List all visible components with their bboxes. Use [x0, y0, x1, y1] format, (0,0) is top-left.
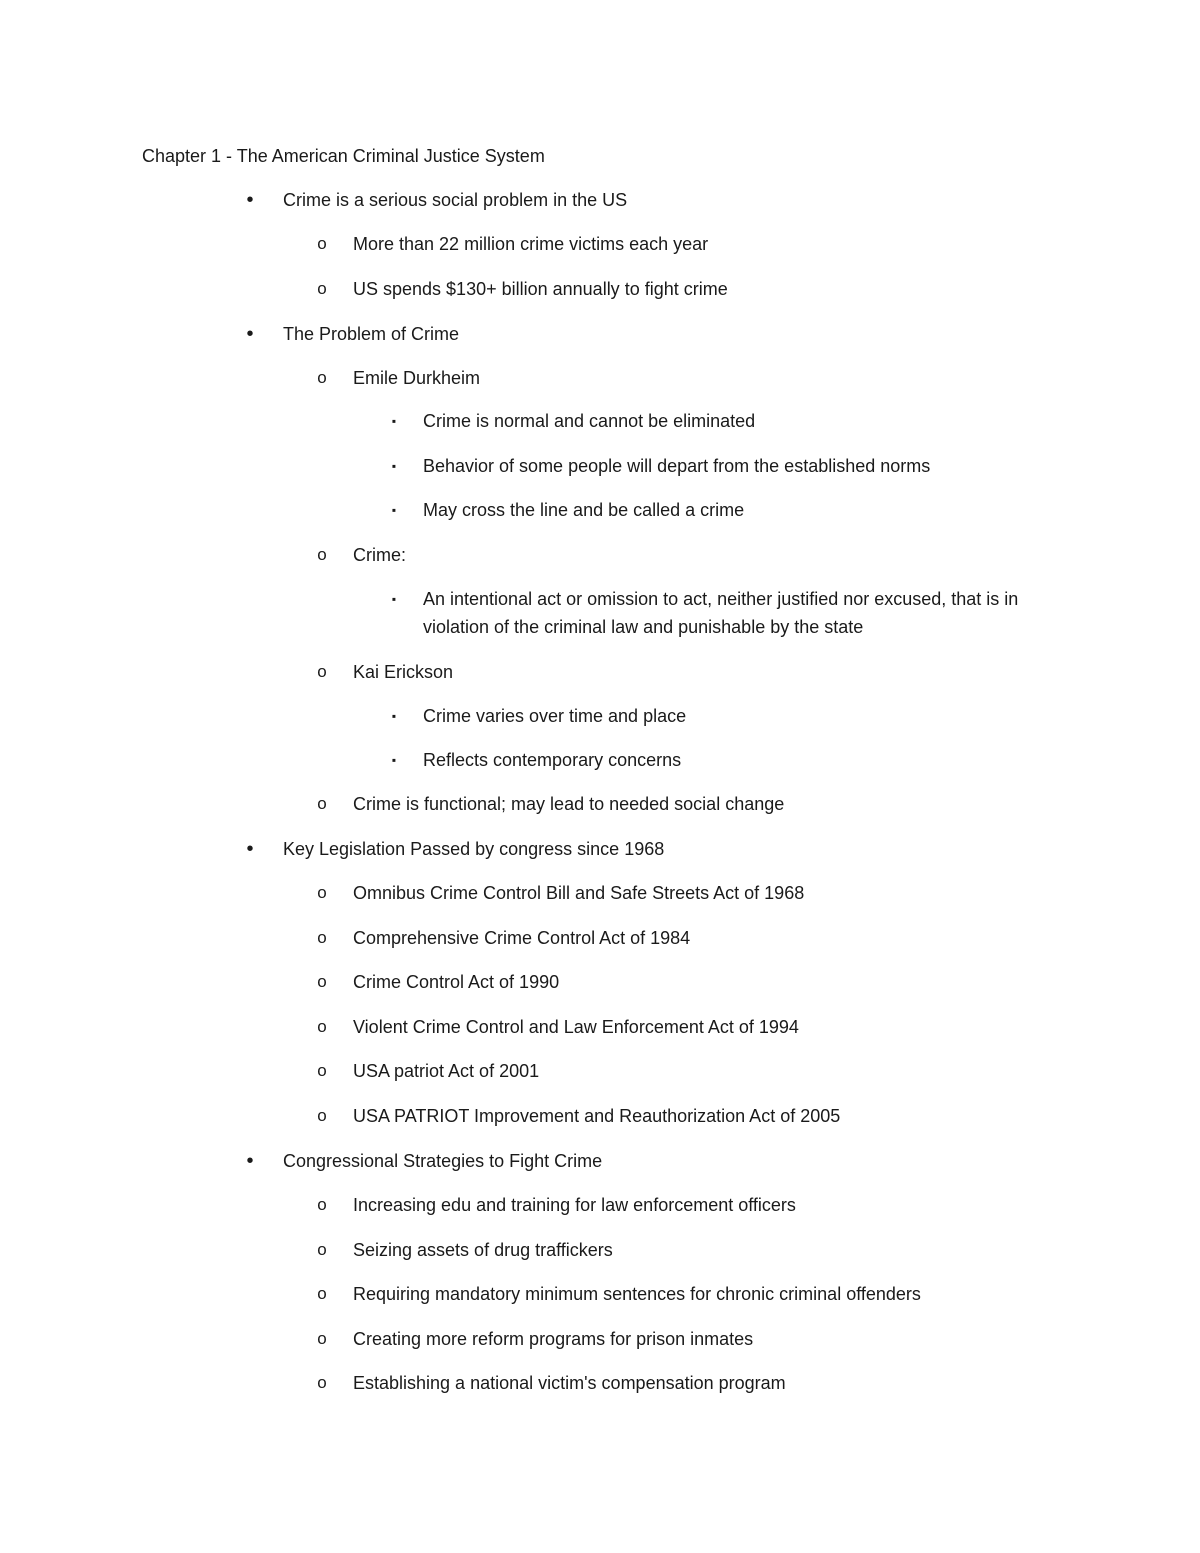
- list-item: Kai Erickson: [353, 662, 454, 682]
- list-item: US spends $130+ billion annually to fight crime: [353, 279, 728, 299]
- list-item: Seizing assets of drug traffickers: [353, 1240, 613, 1260]
- bullet-marker: o: [317, 1061, 327, 1080]
- bullet-marker: o: [317, 1240, 327, 1259]
- list-item: Emile Durkheim: [353, 368, 481, 388]
- page-title: Chapter 1 - The American Criminal Justice System: [142, 146, 545, 166]
- list-item: Crime Control Act of 1990: [353, 972, 560, 992]
- list-item: Crime is functional; may lead to needed social change: [353, 794, 785, 814]
- list-item: Establishing a national victim's compensation program: [353, 1373, 786, 1393]
- list-item: The Problem of Crime: [283, 324, 460, 344]
- bullet-marker: •: [246, 1150, 254, 1172]
- bullet-marker: o: [317, 972, 327, 991]
- list-item: Reflects contemporary concerns: [423, 750, 682, 770]
- list-item: Omnibus Crime Control Bill and Safe Streets Act of 1968: [353, 883, 805, 903]
- bullet-marker: ▪: [391, 503, 397, 517]
- bullet-marker: ▪: [391, 459, 397, 473]
- bullet-marker: o: [317, 662, 327, 681]
- list-item: Behavior of some people will depart from the established norms: [423, 456, 931, 476]
- bullet-marker: o: [317, 1195, 327, 1214]
- list-item: An intentional act or omission to act, neither justified nor excused, that is in violation of the criminal law and punishable by the state: [423, 589, 1019, 637]
- bullet-marker: o: [317, 234, 327, 253]
- list-item: Key Legislation Passed by congress since 1968: [283, 839, 665, 859]
- bullet-marker: o: [317, 1017, 327, 1036]
- bullet-marker: o: [317, 1373, 327, 1392]
- bullet-marker: ▪: [391, 592, 397, 606]
- list-item: Congressional Strategies to Fight Crime: [283, 1151, 603, 1171]
- list-item: Increasing edu and training for law enforcement officers: [353, 1195, 796, 1215]
- list-item: USA patriot Act of 2001: [353, 1061, 540, 1081]
- bullet-marker: o: [317, 545, 327, 564]
- list-item: Creating more reform programs for prison inmates: [353, 1329, 754, 1349]
- bullet-marker: o: [317, 368, 327, 387]
- bullet-marker: o: [317, 279, 327, 298]
- bullet-marker: o: [317, 1106, 327, 1125]
- bullet-marker: o: [317, 928, 327, 947]
- list-item: Crime is normal and cannot be eliminated: [423, 411, 756, 431]
- list-item: May cross the line and be called a crime: [423, 500, 745, 520]
- list-item: More than 22 million crime victims each year: [353, 234, 709, 254]
- bullet-marker: •: [246, 838, 254, 860]
- bullet-marker: ▪: [391, 414, 397, 428]
- list-item: Requiring mandatory minimum sentences for chronic criminal offenders: [353, 1284, 921, 1304]
- bullet-marker: •: [246, 323, 254, 345]
- bullet-marker: o: [317, 883, 327, 902]
- list-item: USA PATRIOT Improvement and Reauthorization Act of 2005: [353, 1106, 841, 1126]
- bullet-marker: o: [317, 1329, 327, 1348]
- list-item: Violent Crime Control and Law Enforcement Act of 1994: [353, 1017, 799, 1037]
- bullet-marker: •: [246, 189, 254, 211]
- bullet-marker: ▪: [391, 709, 397, 723]
- list-item: Comprehensive Crime Control Act of 1984: [353, 928, 691, 948]
- list-item: Crime:: [353, 545, 406, 565]
- list-item: Crime is a serious social problem in the US: [283, 190, 628, 210]
- bullet-marker: o: [317, 794, 327, 813]
- bullet-marker: o: [317, 1284, 327, 1303]
- list-item: Crime varies over time and place: [423, 706, 687, 726]
- bullet-marker: ▪: [391, 753, 397, 767]
